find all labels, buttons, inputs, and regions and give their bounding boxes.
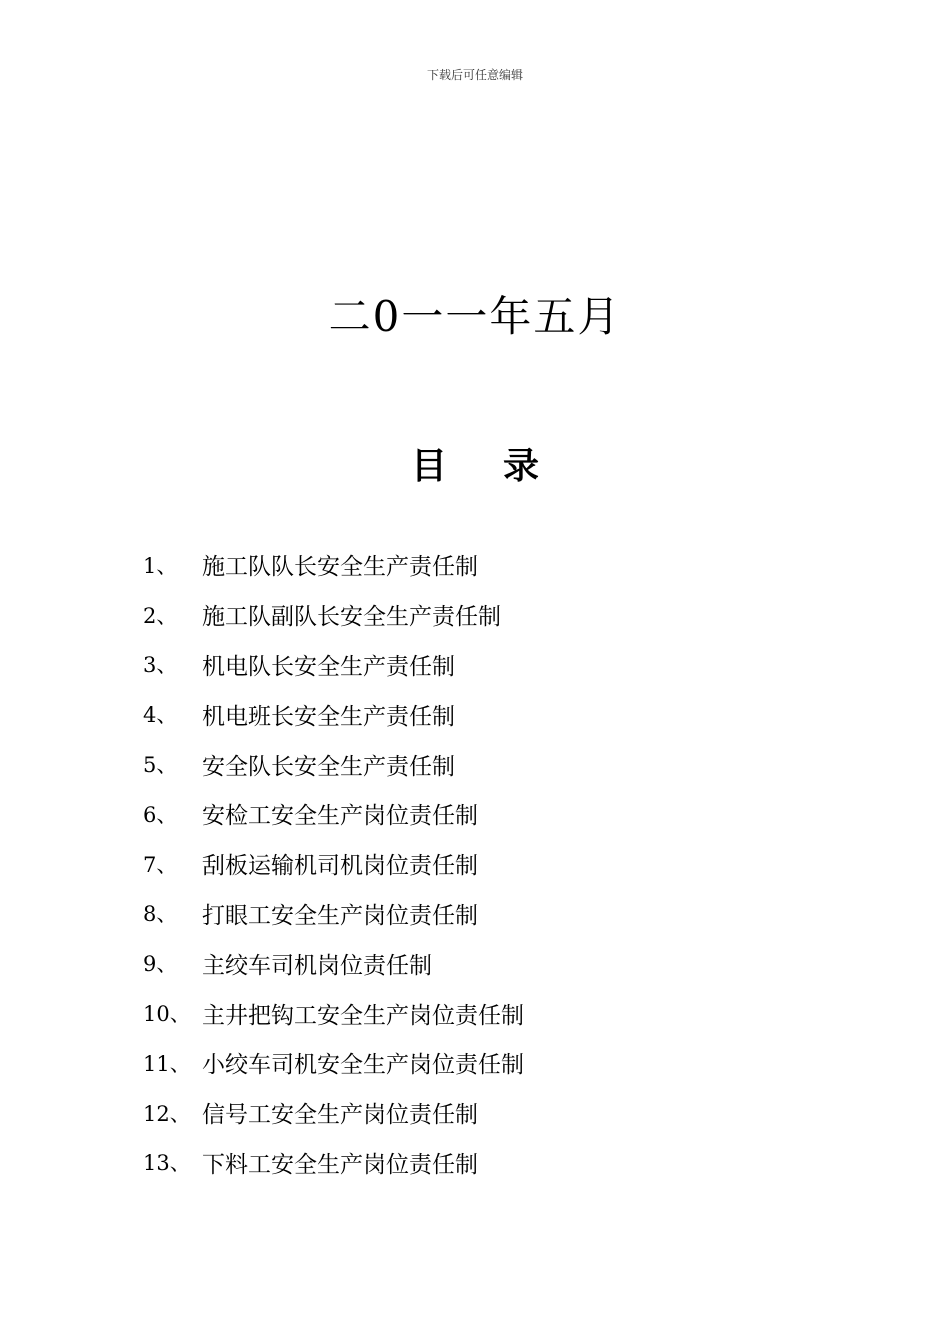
toc-title (0, 438, 950, 489)
toc-item-number: 13、 (143, 1151, 191, 1176)
toc-item-number: 9、 (143, 952, 178, 977)
toc-item-number: 12、 (143, 1101, 191, 1126)
toc-item-number: 1、 (143, 553, 178, 578)
toc-title-left: 目 (410, 446, 447, 487)
toc-item (143, 1088, 524, 1138)
toc-item-number: 6、 (143, 802, 178, 827)
toc-item (143, 889, 524, 939)
toc-item (143, 540, 524, 590)
toc-item (143, 839, 524, 889)
toc-item-text: 安检工安全生产岗位责任制 (202, 803, 478, 830)
toc-item-number: 4、 (143, 703, 178, 728)
toc-item (143, 938, 524, 988)
toc-item (143, 640, 524, 690)
toc-item (143, 988, 524, 1038)
toc-item-text: 机电班长安全生产责任制 (202, 703, 455, 730)
toc-item-text: 施工队队长安全生产责任制 (202, 554, 478, 581)
toc-item-text: 信号工安全生产岗位责任制 (202, 1102, 478, 1129)
toc-item-text: 施工队副队长安全生产责任制 (202, 604, 501, 631)
toc-item-text: 小绞车司机安全生产岗位责任制 (202, 1052, 524, 1079)
date-line: 二0一一年五月 (328, 292, 622, 341)
toc-item (143, 739, 524, 789)
toc-item-number: 10、 (143, 1002, 191, 1027)
toc-item-text: 主绞车司机岗位责任制 (202, 952, 432, 979)
toc-item (143, 789, 524, 839)
toc-item-number: 11、 (143, 1051, 191, 1076)
toc-item-number: 8、 (143, 902, 178, 927)
toc-item-text: 刮板运输机司机岗位责任制 (202, 853, 478, 880)
toc-item-text: 打眼工安全生产岗位责任制 (202, 902, 478, 929)
toc-item-number: 2、 (143, 603, 178, 628)
toc-item-text: 下料工安全生产岗位责任制 (202, 1151, 478, 1178)
toc-item (143, 1138, 524, 1188)
toc-item-number: 3、 (143, 653, 178, 678)
header-note: 下载后可任意编辑 (426, 68, 523, 82)
toc-item-text: 安全队长安全生产责任制 (202, 753, 455, 780)
toc-item-text: 主井把钩工安全生产岗位责任制 (202, 1002, 524, 1029)
toc-item-number: 7、 (143, 852, 178, 877)
toc-item (143, 590, 524, 640)
toc-list (143, 540, 524, 1187)
toc-item-number: 5、 (143, 753, 178, 778)
toc-title-right: 录 (503, 446, 540, 487)
toc-item-text: 机电队长安全生产责任制 (202, 653, 455, 680)
toc-item (143, 1038, 524, 1088)
toc-item (143, 689, 524, 739)
